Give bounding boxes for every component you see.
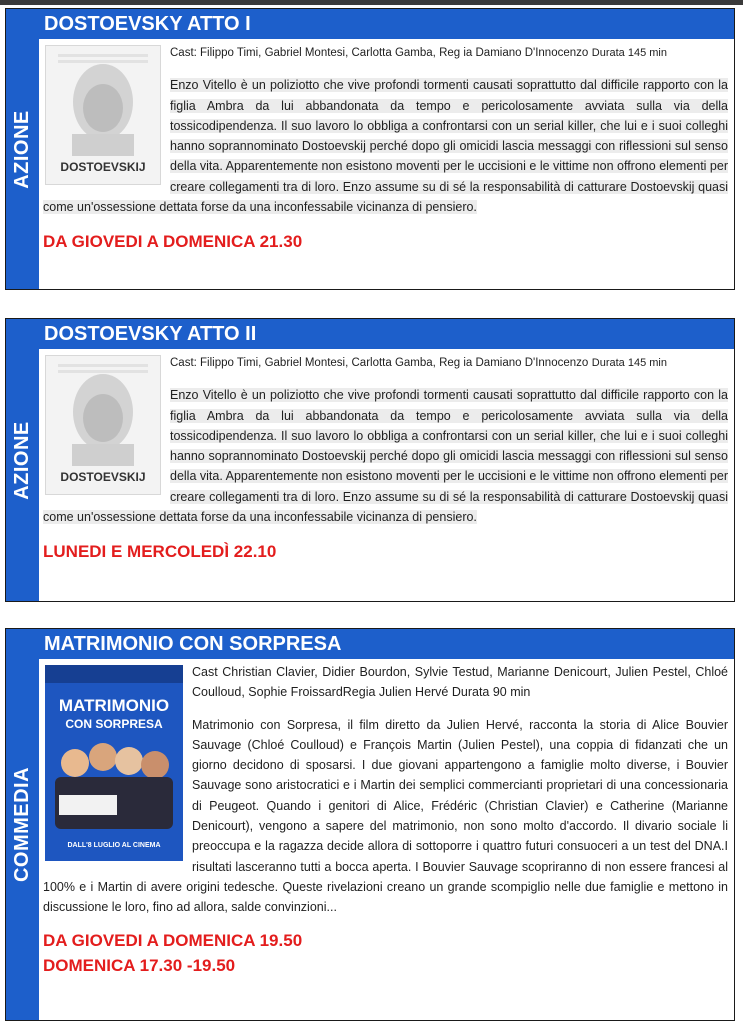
movie-poster xyxy=(45,355,161,495)
film-body xyxy=(43,352,728,564)
showtime: DOMENICA 17.30 -19.50 xyxy=(43,955,236,975)
duration-text: Durata 145 min xyxy=(591,47,667,59)
film-body xyxy=(43,662,728,978)
description-text: Matrimonio con Sorpresa, il film diretto da Julien Hervé, racconta la storia di Alice Bouvier Sauvage (Chloé Coulloud) e François Martin (Julien Pestel), una coppia di fidanzati che un giorno decidono di sposarsi. I due giovani appartengono a famiglie molto diverse, i Bouvier Sauvage sono aristocratici e i Martin dei semplici commercianti proprietari di una concessionaria di Peugeot. Quando i genitori di Alice, Frédéric (Christian Clavier) e Catherine (Marianne Denicourt), vengono a sapere del matrimonio, non sono molto d'accordo. Il divario sociale li preoccupa e la ragazza decide allora di sottoporre i quattro futuri consuoceri a un test del DNA.I risultati lasceranno tutti a bocca aperta. I Bouvier Sauvage scopriranno di non essere francesi al 100% e i Martin di avere origini tedesche. Queste rivelazioni creano un grande scompiglio nelle due famiglie e mettono in discussione le loro, fino ad allora, salde convinzioni... xyxy=(43,717,728,915)
description-text: Enzo Vitello è un poliziotto che vive profondi tormenti causati soprattutto dal difficile rapporto con la figlia Ambra da lui abbandonata da tempo e pericolosamente avviata sulla via della tossicodipendenza. Il suo lavoro lo obbliga a confrontarsi con un serial killer, che lui e i suoi colleghi hanno soprannominato Dostoevskij perché dopo gli omicidi lascia messaggi con riflessioni sul senso della vita. Apparentemente non esistono moventi per le uccisioni e le vittime non offrono elementi per creare collegamenti tra di loro. Enzo assume su di sé la responsabilità di catturare Dostoevskij quasi come un'ossessione dettata forse da una inconfessabile vicinanza di pensiero. xyxy=(43,388,728,525)
poster-title: DOSTOEVSKIJ xyxy=(60,470,146,484)
cast-text: Cast Christian Clavier, Didier Bourdon, Sylvie Testud, Marianne Denicourt, Julien Pestel, Chloé Coulloud, Sophie FroissardRegia Julien Hervé Durata 90 min xyxy=(192,665,728,700)
film-card xyxy=(5,8,735,290)
poster-caption: DALL'8 LUGLIO AL CINEMA xyxy=(67,842,161,849)
genre-band xyxy=(6,319,39,601)
poster-face-graphic xyxy=(46,46,160,184)
film-body xyxy=(43,42,728,254)
duration-text: Durata 145 min xyxy=(591,357,667,369)
genre-label: AZIONE xyxy=(11,109,33,189)
genre-band xyxy=(6,9,39,289)
top-bar xyxy=(0,0,743,5)
showtime: DA GIOVEDI A DOMENICA 21.30 xyxy=(43,232,303,252)
genre-label: COMMEDIA xyxy=(11,766,34,883)
cast-text: Cast: Filippo Timi, Gabriel Montesi, Carlotta Gamba, Reg ia Damiano D'Innocenzo xyxy=(170,357,589,369)
film-title: DOSTOEVSKY ATTO I xyxy=(39,9,734,39)
film-card xyxy=(5,628,735,1021)
description-text: Enzo Vitello è un poliziotto che vive profondi tormenti causati soprattutto dal difficile rapporto con la figlia Ambra da lui abbandonata da tempo e pericolosamente avviata sulla via della tossicodipendenza. Il suo lavoro lo obbliga a confrontarsi con un serial killer, che lui e i suoi colleghi hanno soprannominato Dostoevskij perché dopo gli omicidi lascia messaggi con riflessioni sul senso della vita. Apparentemente non esistono moventi per le uccisioni e le vittime non offrono elementi per creare collegamenti tra di loro. Enzo assume su di sé la responsabilità di catturare Dostoevskij quasi come un'ossessione dettata forse da una inconfessabile vicinanza di pensiero. xyxy=(43,78,728,215)
film-title: DOSTOEVSKY ATTO II xyxy=(39,319,734,349)
poster-cast-graphic xyxy=(45,665,183,861)
showtime: LUNEDI E MERCOLEDÌ 22.10 xyxy=(43,542,277,562)
film-card xyxy=(5,318,735,602)
poster-title-line2: CON SORPRESA xyxy=(65,717,163,731)
genre-band xyxy=(6,629,39,1020)
poster-title-line1: MATRIMONIO xyxy=(58,696,170,715)
poster-title: DOSTOEVSKIJ xyxy=(60,160,146,174)
film-title: MATRIMONIO CON SORPRESA xyxy=(39,629,734,659)
showtime: DA GIOVEDI A DOMENICA 19.50 xyxy=(43,930,303,950)
movie-poster xyxy=(45,665,183,861)
poster-face-graphic xyxy=(46,356,160,494)
movie-poster xyxy=(45,45,161,185)
cast-text: Cast: Filippo Timi, Gabriel Montesi, Carlotta Gamba, Reg ia Damiano D'Innocenzo xyxy=(170,47,589,59)
genre-label: AZIONE xyxy=(11,420,33,500)
